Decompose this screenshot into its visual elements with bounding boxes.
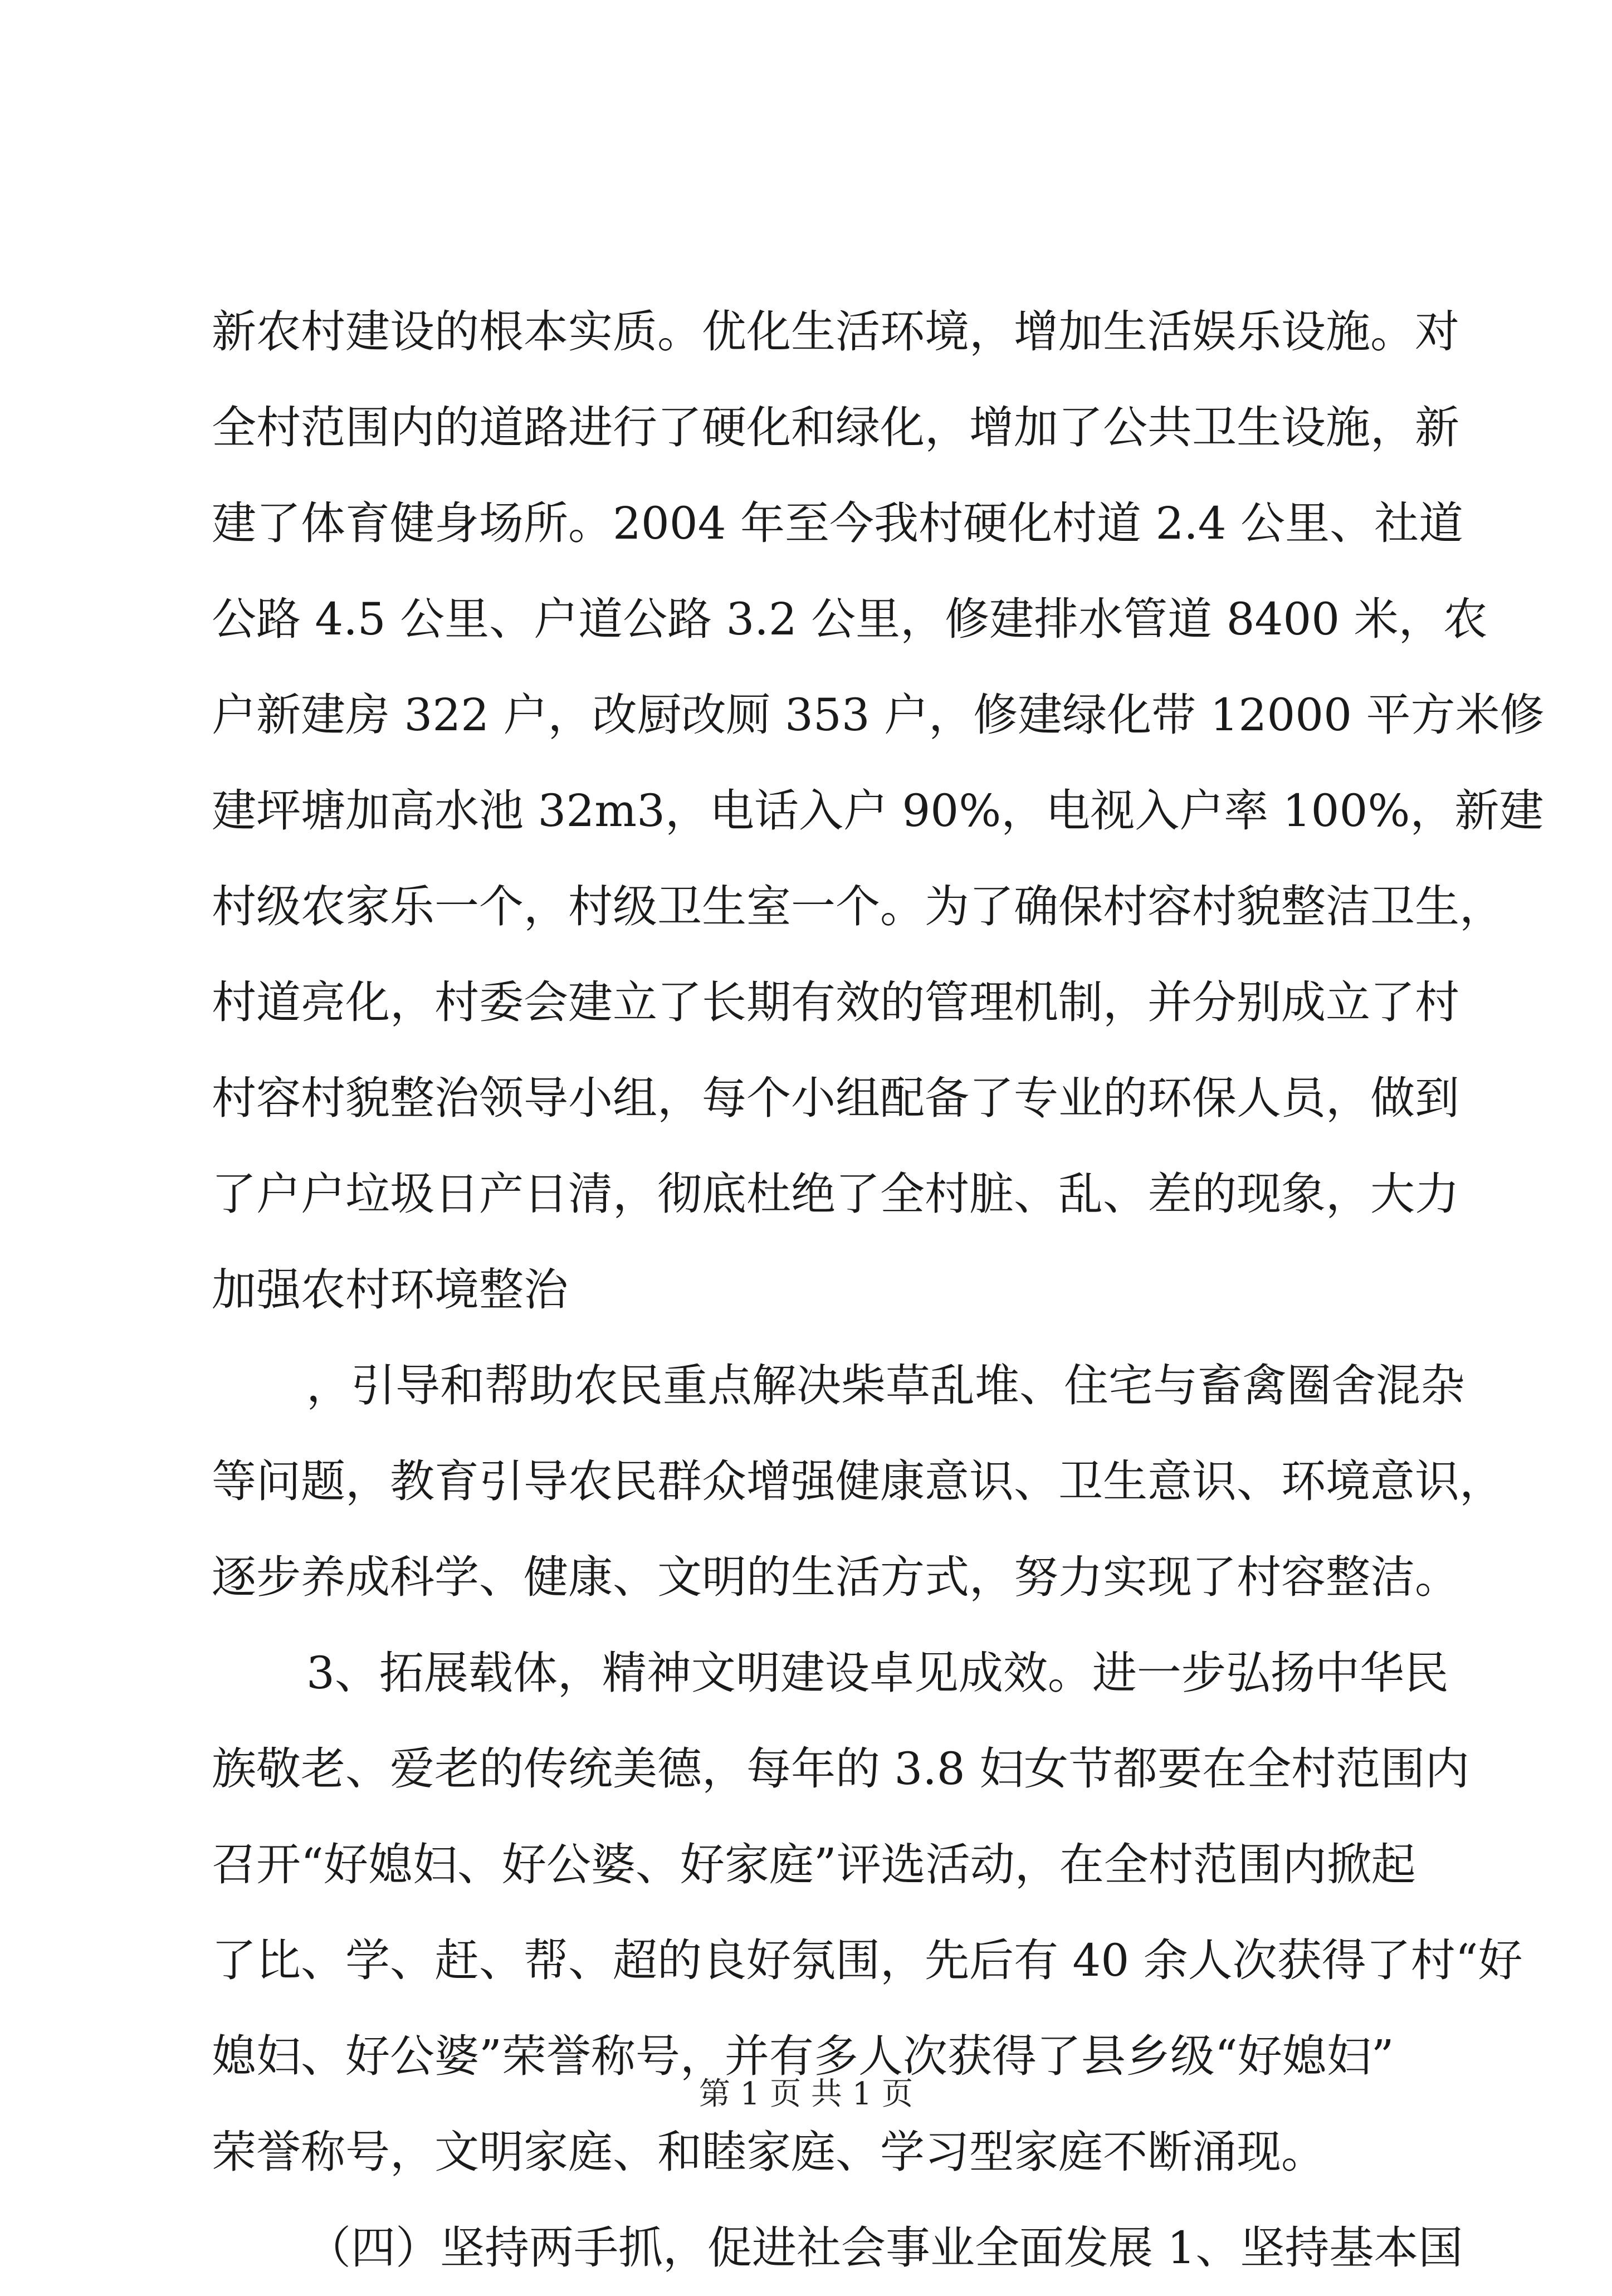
text-line: 村级农家乐一个，村级卫生室一个。为了确保村容村貌整洁卫生， [212, 881, 1504, 932]
document-body [212, 284, 1545, 2296]
text-line: 全村范围内的道路进行了硬化和绿化，增加了公共卫生设施，新 [212, 402, 1459, 453]
text-line: 逐步养成科学、健康、文明的生活方式，努力实现了村容整洁。 [212, 1551, 1459, 1603]
text-line: 了户户垃圾日产日清，彻底杜绝了全村脏、乱、差的现象，大力 [212, 1168, 1459, 1220]
text-line: 建了体育健身场所。2004 年至今我村硬化村道 2.4 公里、社道 [212, 497, 1464, 549]
text-line: 了比、学、赶、帮、超的良好氛围，先后有 40 余人次获得了村“好 [212, 1934, 1523, 1986]
text-line: 建坪塘加高水池 32m3，电话入户 90%，电视入户率 100%，新建 [212, 785, 1544, 837]
text-line: 3、拓展载体，精神文明建设卓见成效。进一步弘扬中华民 [306, 1647, 1449, 1699]
text-line: （四）坚持两手抓，促进社会事业全面发展 1、坚持基本国 [306, 2222, 1463, 2274]
text-line: 媳妇、好公婆”荣誉称号，并有多人次获得了县乡级“好媳妇” [212, 2030, 1394, 2082]
text-line: 村道亮化，村委会建立了长期有效的管理机制，并分别成立了村 [212, 976, 1459, 1028]
text-line: 新农村建设的根本实质。优化生活环境，增加生活娱乐设施。对 [212, 306, 1459, 358]
text-line: ，引导和帮助农民重点解决柴草乱堆、住宅与畜禽圈舍混杂 [306, 1360, 1465, 1411]
text-line: 召开“好媳妇、好公婆、好家庭”评选活动，在全村范围内掀起 [212, 1839, 1416, 1890]
text-line: 公路 4.5 公里、户道公路 3.2 公里，修建排水管道 8400 米，农 [212, 593, 1488, 645]
text-line: 户新建房 322 户，改厨改厕 353 户，修建绿化带 12000 平方米修 [212, 689, 1545, 741]
text-line: 族敬老、爱老的传统美德，每年的 3.8 妇女节都要在全村范围内 [212, 1743, 1470, 1795]
text-line: 村容村貌整治领导小组，每个小组配备了专业的环保人员，做到 [212, 1072, 1459, 1124]
text-line: 等问题，教育引导农民群众增强健康意识、卫生意识、环境意识， [212, 1455, 1504, 1507]
text-line: 加强农村环境整治 [212, 1264, 568, 1316]
page-footer: 第 1 页 共 1 页 [698, 2076, 914, 2112]
text-line: 荣誉称号，文明家庭、和睦家庭、学习型家庭不断涌现。 [212, 2126, 1326, 2178]
